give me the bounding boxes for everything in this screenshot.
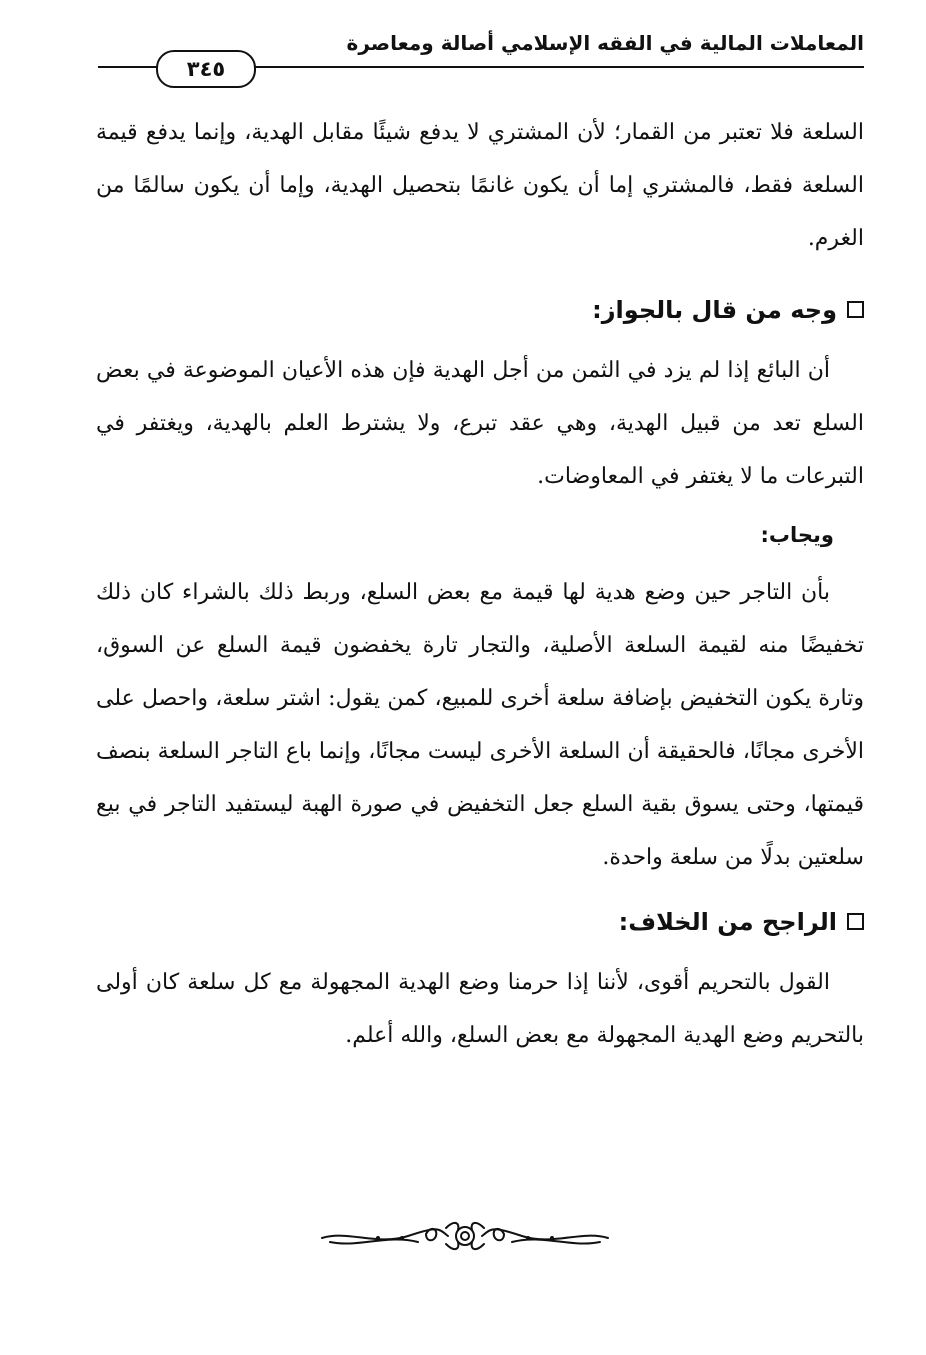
- paragraph-4: القول بالتحريم أقوى، لأننا إذا حرمنا وضع الهدية المجهولة مع كل سلعة كان أولى بالتحريم وضع الهدية المجهولة مع بعض السلع، والله أعلم.: [96, 970, 864, 1048]
- heading-preponderant-view: [96, 902, 864, 942]
- square-bullet-icon: [847, 301, 864, 318]
- sub-heading-response: ويجاب:: [760, 523, 834, 547]
- paragraph-2: أن البائع إذا لم يزد في الثمن من أجل الهدية فإن هذه الأعيان الموضوعة في بعض السلع تعد من قبيل الهدية، وهي عقد تبرع، ولا يشترط العلم بالهدية، ويغتفر في التبرعات ما لا يغتفر في المعاوضات.: [96, 358, 864, 489]
- paragraph-1: السلعة فلا تعتبر من القمار؛ لأن المشتري لا يدفع شيئًا مقابل الهدية، وإنما يدفع قيمة السلعة فقط، فالمشتري إما أن يكون غانمًا بتحصيل الهدية، وإما أن يكون سالمًا من الغرم.: [96, 120, 864, 251]
- running-header-title: المعاملات المالية في الفقه الإسلامي أصالة ومعاصرة: [346, 31, 864, 55]
- heading-permissibility-view: [96, 290, 864, 330]
- page-number-badge: ٣٤٥: [156, 50, 256, 88]
- paragraph-3: بأن التاجر حين وضع هدية لها قيمة مع بعض السلع، وربط ذلك بالشراء كان ذلك تخفيضًا منه لقيمة السلعة الأصلية، والتجار تارة يخفضون قيمة السلع عن السوق، وتارة يكون التخفيض بإضافة سلعة أخرى للمبيع، كمن يقول: اشتر سلعة، واحصل على الأخرى مجانًا، فالحقيقة أن السلعة الأخرى ليست مجانًا، وإنما باع التاجر السلعة بنصف قيمتها، وحتى يسوق بقية السلع جعل التخفيض في صورة الهبة ليستفيد التاجر في بيع سلعتين بدلًا من سلعة واحدة.: [96, 580, 864, 870]
- heading-text: الراجح من الخلاف:: [618, 908, 837, 936]
- decorative-ornament-icon: [318, 1216, 612, 1256]
- square-bullet-icon: [847, 913, 864, 930]
- heading-text: وجه من قال بالجواز:: [592, 296, 837, 324]
